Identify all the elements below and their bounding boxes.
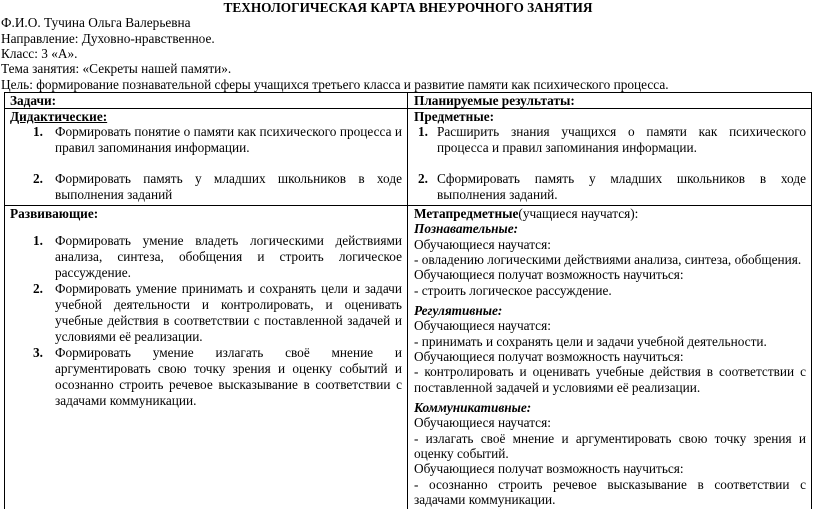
didactic-item-2 — [33, 171, 402, 203]
subject-item-2 — [418, 171, 806, 203]
regulatory-heading: Регулятивные: — [414, 302, 503, 318]
communicative-section — [414, 400, 806, 507]
item-number: 2. — [33, 171, 43, 187]
item-text: Формировать умение принимать и сохранять цели и задачи учебной деятельности и контролировать, и оценивать учебные действия в соответствии с поставленной задачей и условиями её реализации. — [55, 281, 402, 345]
result-line: - строить логическое рассуждение. — [414, 282, 612, 298]
result-line: - контролировать и оценивать учебные действия в соответствии с поставленной задачей и условиями её реализации. — [414, 364, 806, 395]
item-text: Формировать память у младших школьников в ходе выполнения заданий — [55, 171, 402, 203]
author-line: Ф.И.О. Тучина Ольга Валерьевна — [1, 15, 191, 31]
item-text: Расширить знания учащихся о памяти как психического процесса и правил запоминания информации. — [437, 124, 806, 156]
cell-metasubject-results — [408, 206, 812, 509]
subject-item-1 — [418, 124, 806, 156]
developing-item-3 — [33, 345, 402, 409]
lesson-info — [1, 15, 816, 92]
cell-didactic-tasks — [5, 109, 408, 206]
communicative-heading: Коммуникативные: — [414, 399, 532, 415]
item-number: 1. — [33, 233, 43, 249]
class-line: Класс: 3 «А». — [1, 45, 78, 61]
item-text: Формировать понятие о памяти как психического процесса и правил запоминания информации. — [55, 124, 402, 156]
item-number: 1. — [418, 124, 428, 140]
result-line: - излагать своё мнение и аргументировать свою точку зрения и оценку событий. — [414, 430, 806, 461]
goal-line: Цель: формирование познавательной сферы учащихся третьего класса и развитие памяти как психического процесса. — [1, 76, 669, 92]
didactic-heading: Дидактические: — [10, 109, 108, 124]
developing-heading: Развивающие: — [10, 206, 99, 221]
regulatory-section — [414, 303, 806, 395]
developing-item-1 — [33, 233, 402, 281]
item-text: Формировать умение владеть логическими действиями анализа, синтеза, обобщения и строить логическое рассуждение. — [55, 233, 402, 281]
metasubject-heading-line — [414, 206, 806, 221]
item-number: 3. — [33, 345, 43, 361]
header-results: Планируемые результаты: — [408, 93, 812, 109]
cell-developing-tasks — [5, 206, 408, 509]
result-line: - принимать и сохранять цели и задачи учебной деятельности. — [414, 333, 767, 349]
document-title: ТЕХНОЛОГИЧЕСКАЯ КАРТА ВНЕУРОЧНОГО ЗАНЯТИЯ — [223, 0, 593, 15]
item-number: 1. — [33, 124, 43, 140]
lesson-table — [4, 92, 812, 509]
result-line: - овладению логическими действиями анализа, синтеза, обобщения. — [414, 251, 802, 267]
cognitive-heading: Познавательные: — [414, 221, 519, 237]
result-line: Обучающиеся научатся: — [414, 415, 551, 431]
result-line: Обучающиеся получат возможность научиться: — [414, 461, 684, 477]
result-line: Обучающиеся научатся: — [414, 236, 551, 252]
metasubject-heading: Метапредметные — [414, 206, 519, 221]
header-tasks: Задачи: — [5, 93, 408, 109]
item-text: Формировать умение излагать своё мнение и аргументировать свою точку зрения и оценку событий и осознанно строить речевое высказывание в соответствии с задачами коммуникации. — [55, 345, 402, 409]
result-line: Обучающиеся научатся: — [414, 318, 551, 334]
item-number: 2. — [418, 171, 428, 187]
item-text: Сформировать память у младших школьников в ходе выполнения заданий. — [437, 171, 806, 203]
direction-line: Направление: Духовно-нравственное. — [1, 30, 215, 46]
topic-line: Тема занятия: «Секреты нашей памяти». — [1, 61, 232, 77]
result-line: Обучающиеся получат возможность научиться: — [414, 267, 684, 283]
metasubject-note: (учащиеся научатся): — [518, 206, 639, 221]
subject-heading: Предметные: — [414, 109, 495, 124]
cognitive-section — [414, 221, 806, 298]
item-number: 2. — [33, 281, 43, 297]
didactic-item-1 — [33, 124, 402, 156]
result-line: Обучающиеся получат возможность научиться: — [414, 348, 684, 364]
result-line: - осознанно строить речевое высказывание в соответствии с задачами коммуникации. — [414, 476, 806, 507]
cell-subject-results — [408, 109, 812, 206]
developing-item-2 — [33, 281, 402, 345]
